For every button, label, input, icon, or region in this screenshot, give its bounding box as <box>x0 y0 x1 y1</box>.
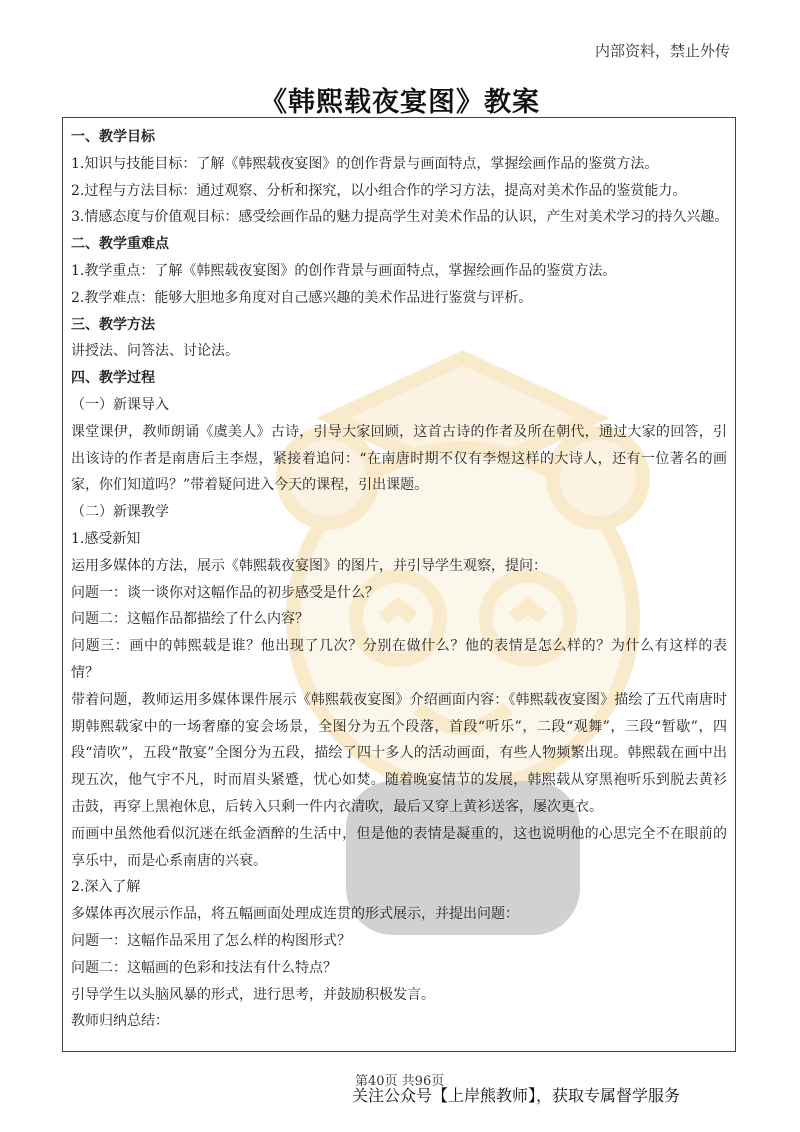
body-text: 2.教学难点：能够大胆地多角度对自己感兴趣的美术作品进行鉴赏与评析。 <box>71 289 533 306</box>
body-text: 讲授法、问答法、讨论法。 <box>71 343 239 360</box>
body-text: 运用多媒体的方法，展示《韩熙载夜宴图》的图片，并引导学生观察，提问： <box>71 557 547 574</box>
body-text: 问题一：这幅作品采用了怎么样的构图形式？ <box>71 932 351 949</box>
page-title: 《韩熙载夜宴图》教案 <box>260 87 540 118</box>
section-heading: 二、教学重难点 <box>71 236 169 253</box>
body-text: 问题二：这幅画的色彩和技法有什么特点？ <box>71 959 337 976</box>
page-number: 第40页 共96页 <box>355 1074 445 1089</box>
body-text: （二）新课教学 <box>71 504 169 521</box>
body-text: 问题一：谈一谈你对这幅作品的初步感受是什么？ <box>71 584 379 601</box>
body-text: 1.感受新知 <box>71 530 141 547</box>
body-text: 2.过程与方法目标：通过观察、分析和探究，以小组合作的学习方法，提高对美术作品的鉴赏能力。 <box>71 182 687 199</box>
body-text: 教师归纳总结： <box>71 1013 169 1030</box>
body-text: 1.教学重点：了解《韩熙载夜宴图》的创作背景与画面特点，掌握绘画作品的鉴赏方法。 <box>71 262 617 279</box>
lesson-plan-frame <box>62 117 736 1052</box>
footer-promo: 关注公众号【上岸熊教师】，获取专属督学服务 <box>352 1086 681 1105</box>
lesson-plan-body <box>71 124 727 1035</box>
body-text: 3.情感态度与价值观目标：感受绘画作品的魅力提高学生对美术作品的认识，产生对美术学习的持久兴趣。 <box>71 209 729 226</box>
body-text: 2.深入了解 <box>71 879 141 896</box>
body-text: 课堂课伊，教师朗诵《虞美人》古诗，引导大家回顾，这首古诗的作者及所在朝代，通过大家的回答，引出该诗的作者是南唐后主李煜，紧接着追问：“在南唐时期不仅有李煜这样的大诗人，还有一位著名的画家，你们知道吗？”带着疑问进入今天的课程，引出课题。 <box>71 423 727 494</box>
section-heading: 一、教学目标 <box>71 129 155 145</box>
section-heading: 三、教学方法 <box>71 316 155 333</box>
confidential-note: 内部资料，禁止外传 <box>594 42 730 60</box>
body-text: 多媒体再次展示作品，将五幅画面处理成连贯的形式展示，并提出问题： <box>71 906 519 923</box>
section-heading: 四、教学过程 <box>71 370 155 387</box>
body-text: 问题二：这幅作品都描绘了什么内容？ <box>71 611 309 628</box>
body-text: 带着问题，教师运用多媒体课件展示《韩熙载夜宴图》介绍画面内容：《韩熙载夜宴图》描绘了五代南唐时期韩熙载家中的一场奢靡的宴会场景，全图分为五个段落，首段“听乐”，二段“观舞”，三段“暂歇”，四段“清吹”，五段“散宴”全图分为五段，描绘了四十多人的活动画面，有些人物频繁出现。韩熙载在画中出现五次，他气宇不凡，时而眉头紧蹙，忧心如焚。随着晚宴情节的发展，韩熙载从穿黑袍听乐到脱去黄衫击鼓，再穿上黑袍休息，后转入只剩一件内衣清吹，最后又穿上黄衫送客，屡次更衣。 <box>71 691 727 815</box>
body-text: 而画中虽然他看似沉迷在纸金酒醉的生活中，但是他的表情是凝重的，这也说明他的心思完全不在眼前的享乐中，而是心系南唐的兴衰。 <box>71 825 727 869</box>
body-text: （一）新课导入 <box>71 396 169 413</box>
body-text: 1.知识与技能目标：了解《韩熙载夜宴图》的创作背景与画面特点，掌握绘画作品的鉴赏方法。 <box>71 155 659 172</box>
body-text: 引导学生以头脑风暴的形式，进行思考，并鼓励积极发言。 <box>71 986 435 1003</box>
body-text: 问题三：画中的韩熙载是谁？他出现了几次？分别在做什么？他的表情是怎么样的？为什么有这样的表情？ <box>71 638 727 681</box>
